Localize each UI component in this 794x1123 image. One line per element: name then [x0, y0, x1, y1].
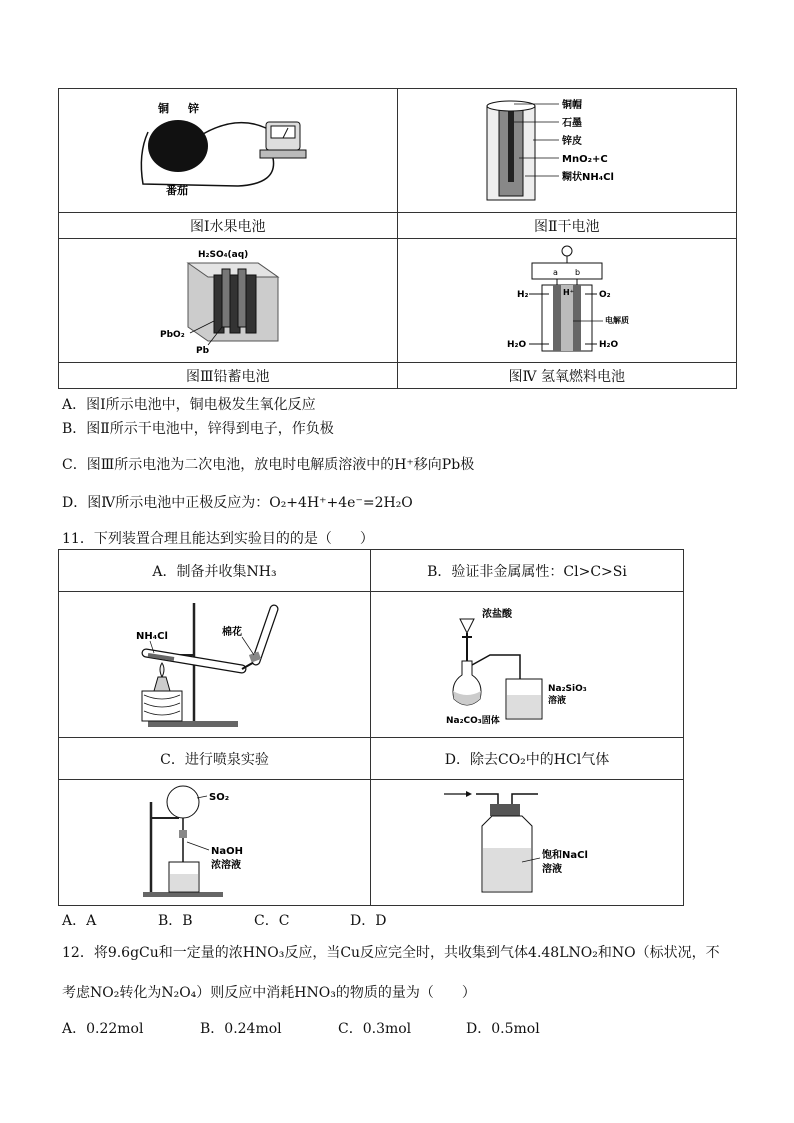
- label-copper: 铜: [157, 101, 169, 115]
- fuel-cell-diagram: [467, 241, 667, 357]
- fig2-caption: 图Ⅱ干电池: [397, 213, 737, 239]
- q11-fig-a: [59, 592, 371, 738]
- label-copper-cap: 铜帽: [561, 99, 582, 111]
- nh3-prep-apparatus: [134, 595, 294, 731]
- q10-option-d[interactable]: D．图Ⅳ所示电池中正极反应为：O₂+4H⁺+4e⁻=2H₂O: [62, 495, 413, 511]
- fig2-cell: [397, 89, 737, 213]
- q11-cell-b-title: B．验证非金属属性：Cl>C>Si: [370, 550, 683, 592]
- label-conc-solution: 浓溶液: [211, 859, 242, 871]
- q12-option-c[interactable]: C．0.3mol: [338, 1021, 412, 1037]
- label-na2co3: Na₂CO₃固体: [445, 715, 500, 726]
- q10-option-c[interactable]: C．图Ⅲ所示电池为二次电池，放电时电解质溶液中的H⁺移向Pb极: [62, 457, 475, 473]
- label-pbo2: PbO₂: [159, 329, 185, 340]
- q10-option-a[interactable]: A．图Ⅰ所示电池中，铜电极发生氧化反应: [62, 397, 316, 413]
- label-conc-hcl: 浓盐酸: [481, 608, 512, 620]
- q11-fig-b: [370, 592, 683, 738]
- label-electrolyte: 电解质: [604, 315, 629, 325]
- q11-option-d[interactable]: D．D: [350, 913, 387, 929]
- nonmetal-apparatus: [442, 595, 612, 731]
- label-nh4cl-a: NH₄Cl: [136, 630, 169, 642]
- q11-option-c[interactable]: C．C: [254, 913, 290, 929]
- q11-option-b[interactable]: B．B: [158, 913, 193, 929]
- label-solution-d: 溶液: [541, 863, 562, 875]
- label-o2: O₂: [598, 289, 611, 300]
- q12-option-a[interactable]: A．0.22mol: [62, 1021, 144, 1037]
- label-h2o-left: H₂O: [506, 339, 526, 350]
- q11-cell-c-title: C．进行喷泉实验: [59, 738, 371, 780]
- fig4-cell: [397, 239, 737, 363]
- q11-cell-d-title: D．除去CO₂中的HCl气体: [370, 738, 683, 780]
- dry-cell-diagram: [467, 94, 667, 204]
- q11-fig-d: [370, 780, 683, 906]
- label-solution-b: 溶液: [547, 695, 566, 706]
- label-h-ion: H⁺: [562, 287, 574, 297]
- fig3-cell: [59, 239, 398, 363]
- q12-options: [62, 1018, 540, 1038]
- q10-option-b[interactable]: B．图Ⅱ所示干电池中，锌得到电子，作负极: [62, 421, 334, 437]
- fountain-apparatus: [139, 782, 289, 900]
- label-h2: H₂: [516, 289, 529, 300]
- label-na2sio3: Na₂SiO₃: [547, 683, 587, 694]
- label-sat-nacl: 饱和NaCl: [541, 849, 588, 861]
- q12-stem-line2: 考虑NO₂转化为N₂O₄）则反应中消耗HNO₃的物质的量为（ ）: [62, 985, 476, 1001]
- q12-option-d[interactable]: D．0.5mol: [466, 1021, 540, 1037]
- label-zinc-shell: 锌皮: [561, 135, 582, 147]
- label-a: a: [552, 267, 558, 277]
- q11-option-a[interactable]: A．A: [62, 913, 97, 929]
- label-zinc: 锌: [187, 101, 199, 115]
- fig1-cell: [59, 89, 398, 213]
- q11-options: [62, 910, 386, 930]
- label-h2o-right: H₂O: [598, 339, 618, 350]
- label-h2so4: H₂SO₄(aq): [197, 249, 249, 260]
- label-mno2: MnO₂+C: [561, 153, 608, 165]
- gas-washing-bottle: [442, 782, 612, 900]
- q11-apparatus-table: [58, 549, 684, 906]
- fruit-battery-diagram: [128, 94, 328, 204]
- q12-option-b[interactable]: B．0.24mol: [200, 1021, 282, 1037]
- lead-acid-battery-diagram: [128, 241, 328, 357]
- label-pb: Pb: [195, 345, 209, 356]
- fig3-caption: 图Ⅲ铅蓄电池: [59, 363, 398, 389]
- q11-cell-a-title: A．制备并收集NH₃: [59, 550, 371, 592]
- q11-fig-c: [59, 780, 371, 906]
- q12-stem-line1: 12．将9.6gCu和一定量的浓HNO₃反应，当Cu反应完全时，共收集到气体4.48LNO₂和NO（标状况，不: [62, 945, 720, 961]
- fig1-caption: 图Ⅰ水果电池: [59, 213, 398, 239]
- label-nh4cl: 糊状NH₄Cl: [561, 171, 614, 183]
- fig4-caption: 图Ⅳ 氢氧燃料电池: [397, 363, 737, 389]
- label-so2: SO₂: [209, 791, 230, 803]
- q10-figure-table: [58, 88, 737, 389]
- label-naoh: NaOH: [211, 845, 244, 857]
- label-graphite: 石墨: [561, 117, 582, 129]
- label-tomato: 番茄: [165, 183, 188, 197]
- label-b: b: [574, 267, 580, 277]
- q11-stem: 11．下列装置合理且能达到实验目的的是（ ）: [62, 531, 374, 547]
- label-cotton: 棉花: [222, 626, 243, 638]
